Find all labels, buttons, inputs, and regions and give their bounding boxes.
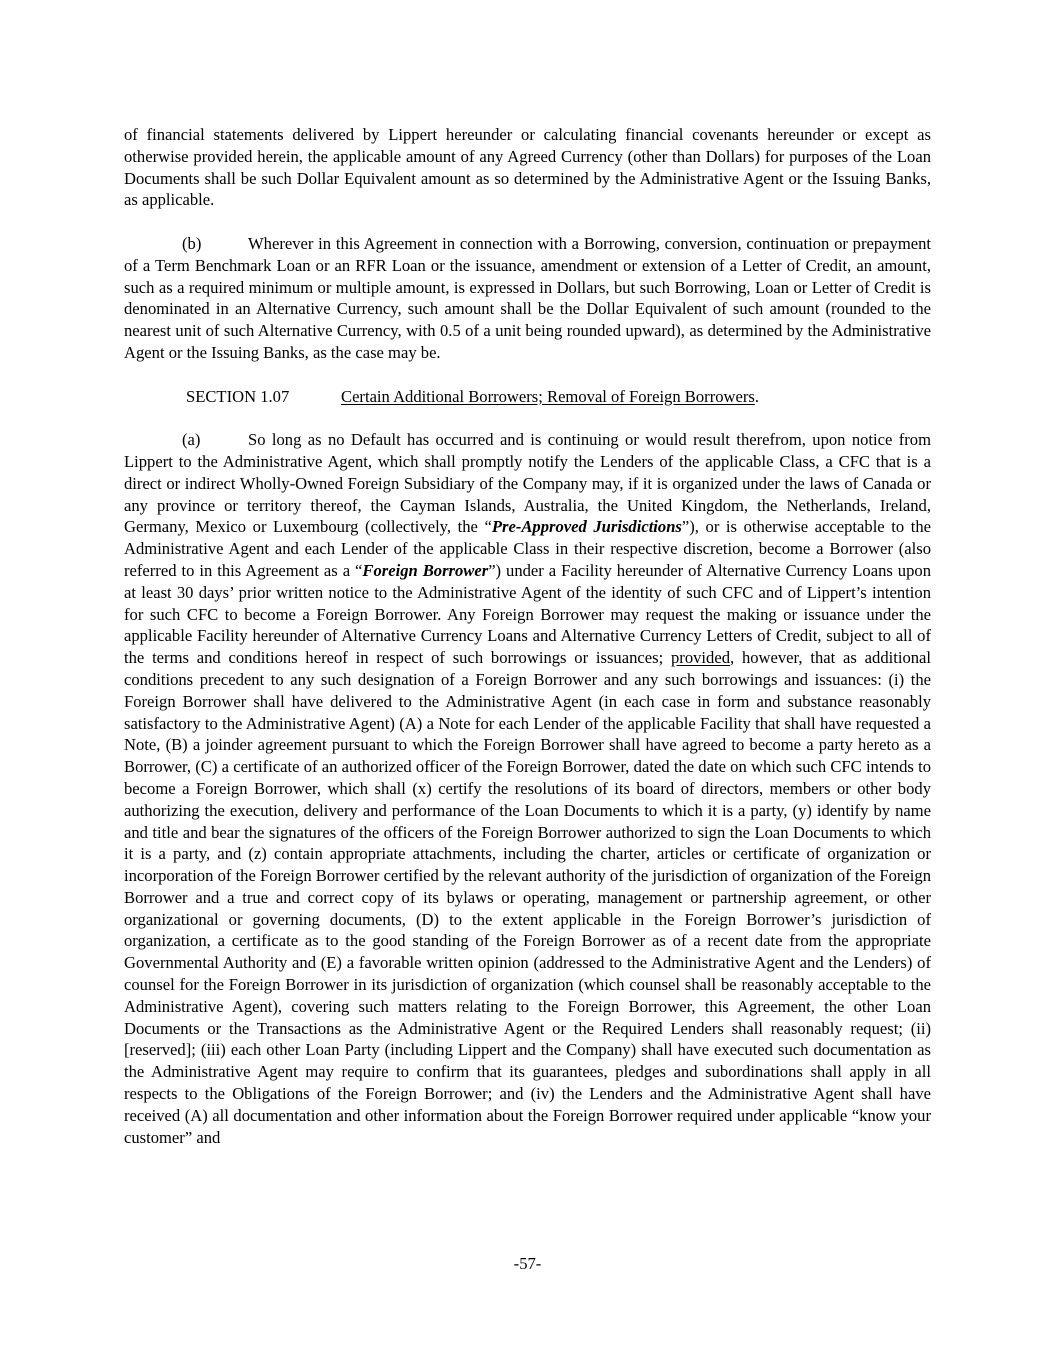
paragraph-a-text-1: So long as no Default has occurred and is continuing or would result therefrom, upon notice from Lippert to the Administrative Agent, which shall promptly notify the Lenders of the applicable Class, a CFC that is a direct or indirect Wholly-Owned Foreign Subsidiary of the Company may, if it is organized under the laws of Canada or any province or territory thereof, the Cayman Islands, Australia, the United Kingdom, the Netherlands, Ireland, Germany, Mexico or Luxembourg (collectively, the “ xyxy=(124,430,931,537)
section-number: SECTION 1.07 xyxy=(186,386,290,406)
paragraph-a-text-3: ”) under a Facility hereunder of Alternative Currency Loans upon at least 30 days’ prior written notice to the Administrative Agent of the identity of such CFC and of Lippert’s intention for such CFC to become a Foreign Borrower. Any Foreign Borrower may request the making or issuance under the applicable Facility hereunder of Alternative Currency Loans and Alternative Currency Letters of Credit, subject to all of the terms and conditions hereof in respect of such borrowings or issuances; xyxy=(124,560,931,668)
document-page xyxy=(124,124,931,1148)
section-heading xyxy=(124,386,931,408)
paragraph-a-label: (a) xyxy=(182,430,201,450)
paragraph-b-label: (b) xyxy=(182,233,202,253)
page-number: -57- xyxy=(513,1254,542,1273)
section-title: Certain Additional Borrowers; Removal of Foreign Borrowers xyxy=(341,386,755,406)
paragraph-a-text-4: , however, that as additional conditions precedent to any such designation of a Foreign Borrower and any such borrowings and issuances: (i) the Foreign Borrower shall have delivered to the Administrative Agent (in each case in form and substance reasonably satisfactory to the Administrative Agent) (A) a Note for each Lender of the applicable Facility that shall have requested a Note, (B) a joinder agreement pursuant to which the Foreign Borrower shall have agreed to become a party hereto as a Borrower, (C) a certificate of an authorized officer of the Foreign Borrower, dated the date on which such CFC intends to become a Foreign Borrower, which shall (x) certify the resolutions of its board of directors, members or other body authorizing the execution, delivery and performance of the Loan Documents to which it is a party, (y) identify by name and title and bear the signatures of the officers of the Foreign Borrower authorized to sign the Loan Documents to which it is a party, and (z) contain appropriate attachments, including the charter, articles or certificate of organization or incorporation of the Foreign Borrower certified by the relevant authority of the jurisdiction of organization of the Foreign Borrower and a true and correct copy of its bylaws or operating, management or partnership agreement, or other organizational or governing documents, (D) to the extent applicable in the Foreign Borrower’s jurisdiction of organization, a certificate as to the good standing of the Foreign Borrower as of a recent date from the appropriate Governmental Authority and (E) a favorable written opinion (addressed to the Administrative Agent and the Lenders) of counsel for the Foreign Borrower in its jurisdiction of organization (which counsel shall be reasonably acceptable to the Administrative Agent), covering such matters relating to the Foreign Borrower, this Agreement, the other Loan Documents or the Transactions as the Administrative Agent or the Required Lenders shall reasonably request; (ii) [reserved]; (iii) each other Loan Party (including Lippert and the Company) shall have executed such documentation as the Administrative Agent may require to confirm that its guarantees, pledges and subordinations shall apply in all respects to the Obligations of the Foreign Borrower; and (iv) the Lenders and the Administrative Agent shall have received (A) all documentation and other information about the Foreign Borrower required under applicable “know your customer” and xyxy=(124,648,932,1147)
provided-term: provided xyxy=(671,648,730,668)
paragraph-b-text: Wherever in this Agreement in connection with a Borrowing, conversion, continuation or prepayment of a Term Benchmark Loan or an RFR Loan or the issuance, amendment or extension of a Letter of Credit, an amount, such as a required minimum or multiple amount, is expressed in Dollars, but such Borrowing, Loan or Letter of Credit is denominated in an Alternative Currency, such amount shall be the Dollar Equivalent of such amount (rounded to the nearest unit of such Alternative Currency, with 0.5 of a unit being rounded upward), as determined by the Administrative Agent or the Issuing Banks, as the case may be. xyxy=(124,233,931,362)
section-title-period: . xyxy=(754,386,760,406)
paragraph-a-text-2: ”), or is otherwise acceptable to the Administrative Agent and each Lender of the applicable Class in their respective discretion, become a Borrower (also referred to in this Agreement as a “ xyxy=(124,517,932,580)
defined-term-foreign-borrower: Foreign Borrower xyxy=(362,560,489,580)
paragraph-a xyxy=(124,429,931,1148)
continuation-paragraph: of financial statements delivered by Lippert hereunder or calculating financial covenants hereunder or except as otherwise provided herein, the applicable amount of any Agreed Currency (other than Dollars) for purposes of the Loan Documents shall be such Dollar Equivalent amount as so determined by the Administrative Agent or the Issuing Banks, as applicable. xyxy=(124,125,931,210)
defined-term-pre-approved-jurisdictions: Pre-Approved Jurisdictions xyxy=(491,517,682,537)
paragraph-b xyxy=(124,233,931,364)
